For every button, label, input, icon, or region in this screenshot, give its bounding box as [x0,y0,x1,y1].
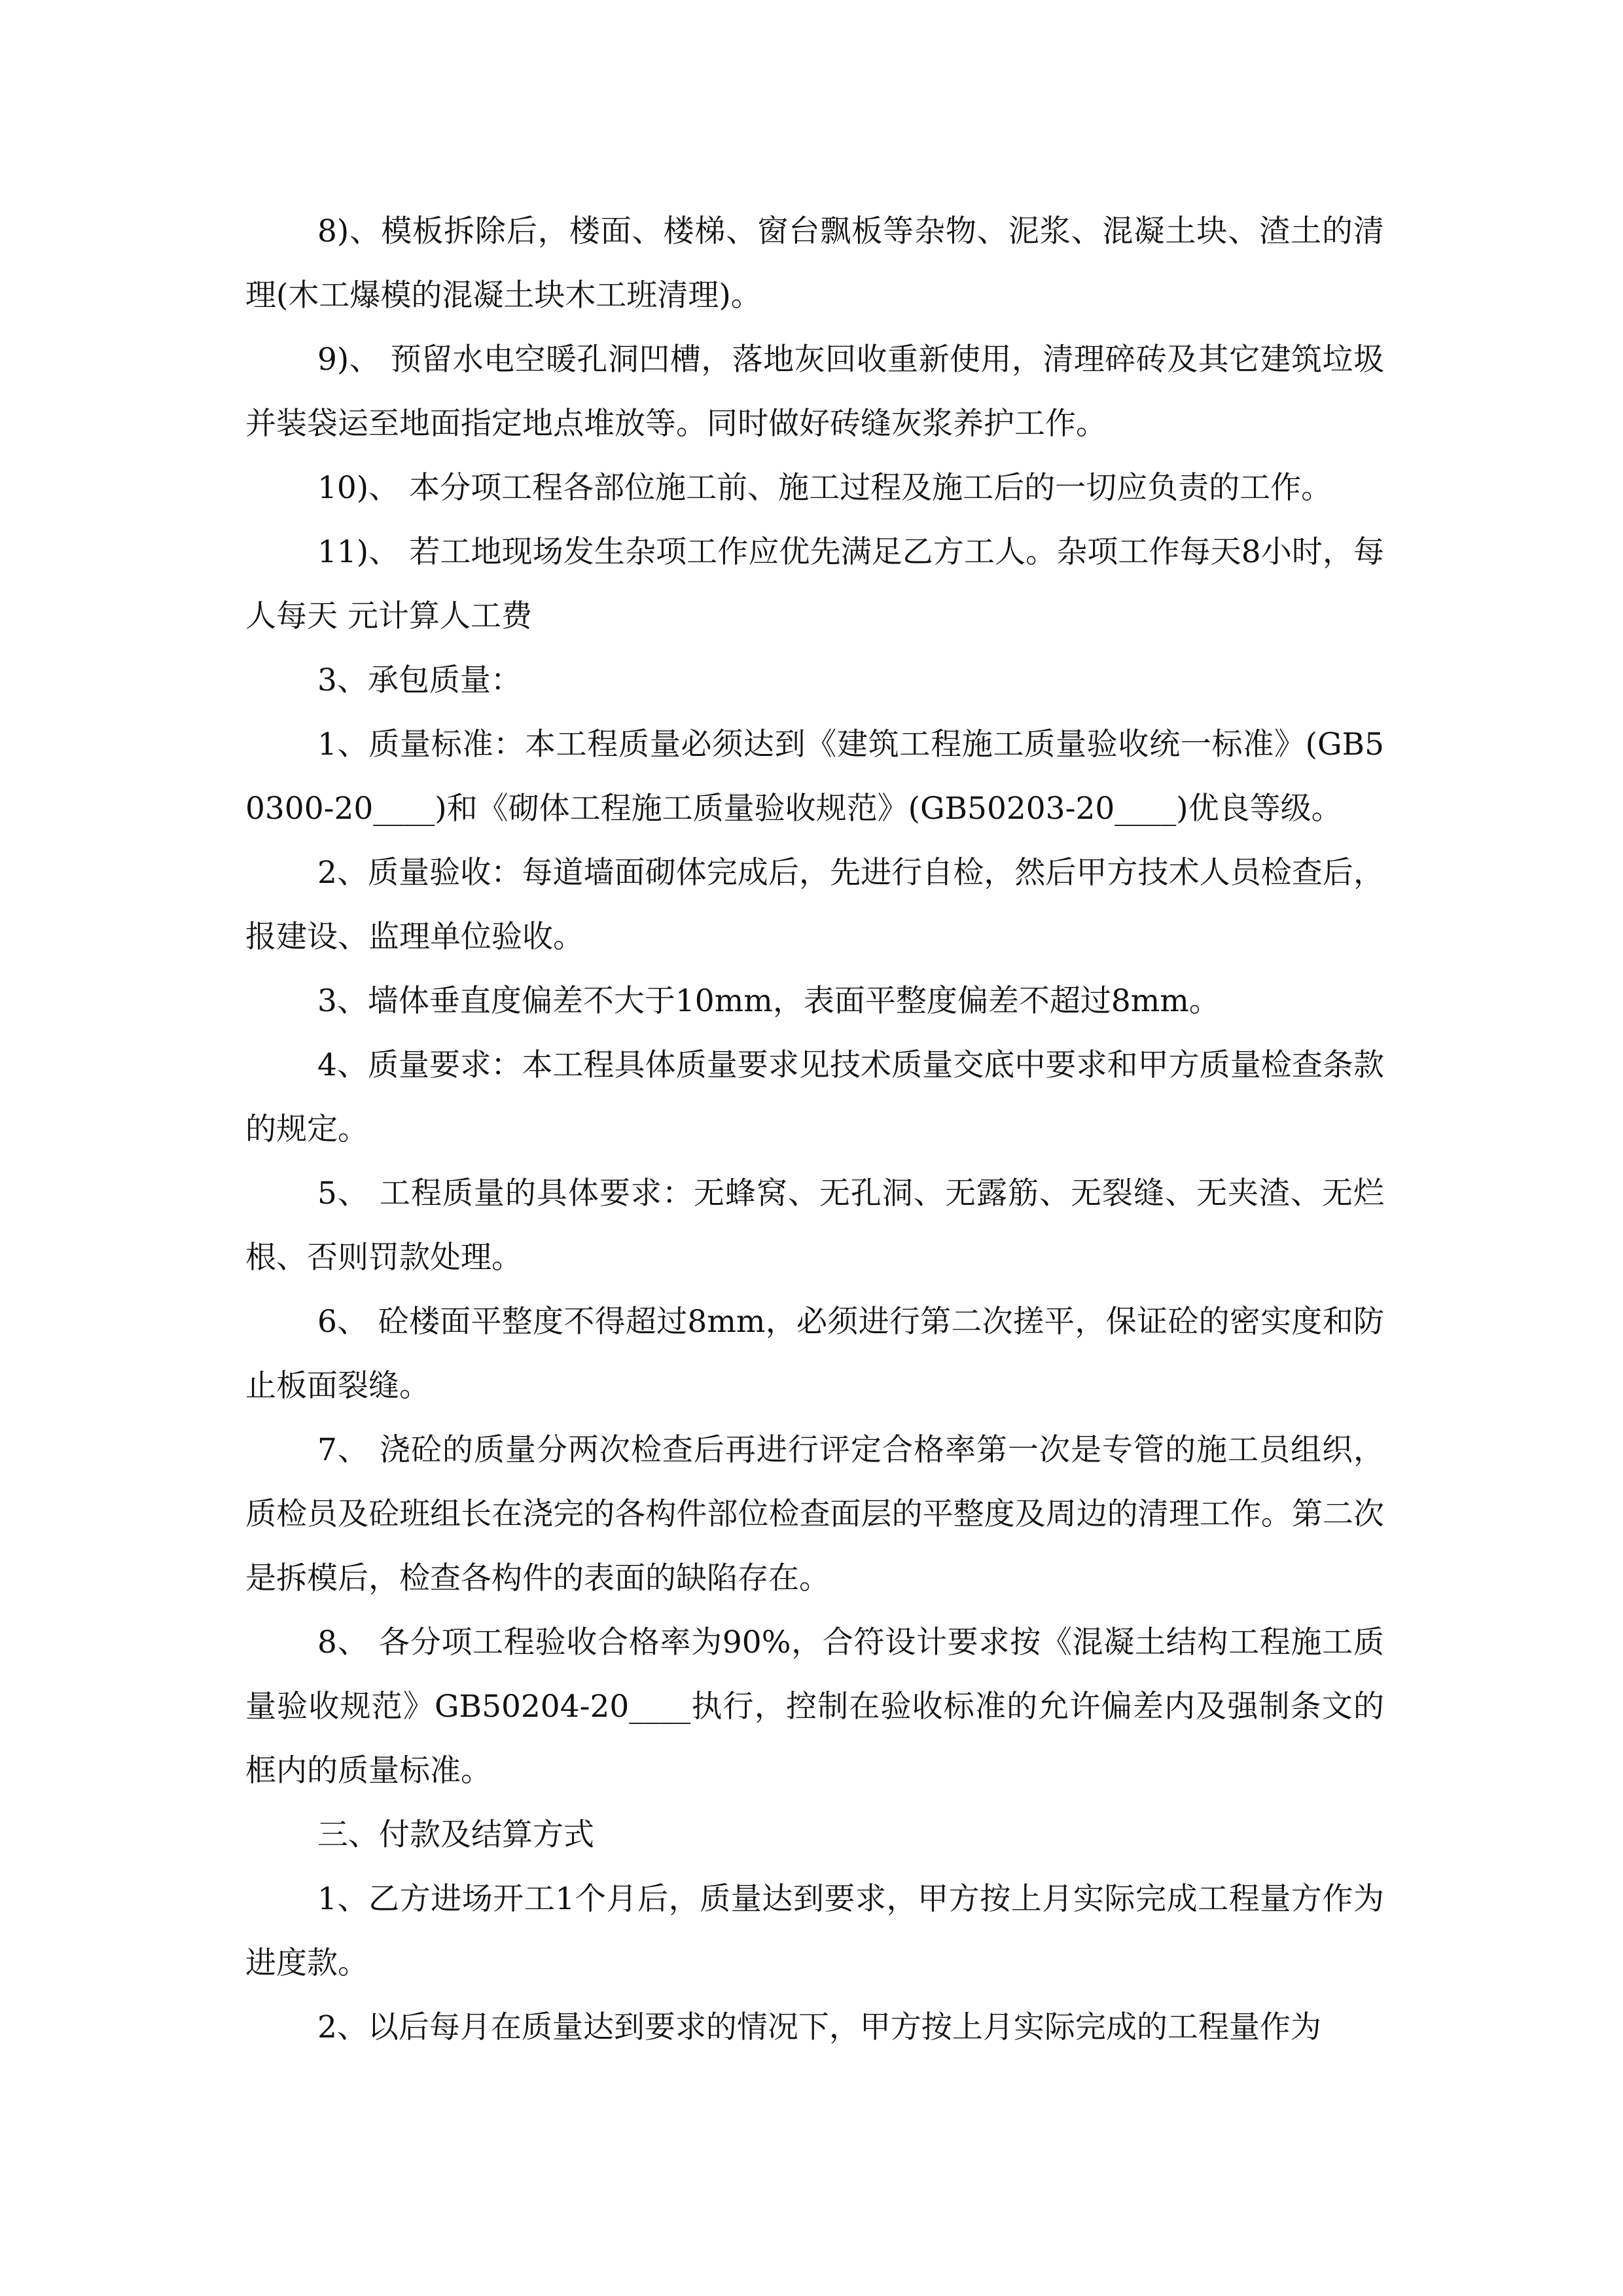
paragraph-concrete-inspection: 7、 浇砼的质量分两次检查后再进行评定合格率第一次是专管的施工员组织，质检员及砼班组长在浇完的各构件部位检查面层的平整度及周边的清理工作。第二次是拆模后，检查各构件的表面的缺陷存在。 [245,1432,1384,1596]
paragraph-floor-flatness: 6、 砼楼面平整度不得超过8mm，必须进行第二次搓平，保证砼的密实度和防止板面裂缝。 [245,1304,1384,1404]
paragraph-payment-first-month: 1、乙方进场开工1个月后，质量达到要求，甲方按上月实际完成工程量方作为进度款。 [245,1881,1384,1981]
paragraph-wall-deviation: 3、墙体垂直度偏差不大于10mm，表面平整度偏差不超过8mm。 [317,983,1220,1019]
paragraph-clean-up-formwork: 8)、模板拆除后，楼面、楼梯、窗台飘板等杂物、泥浆、混凝土块、渣土的清理(木工爆模的混凝土块木工班清理)。 [245,213,1384,314]
paragraph-quality-standard: 1、质量标准：本工程质量必须达到《建筑工程施工质量验收统一标准》(GB50300-20____)和《砌体工程施工质量验收规范》(GB50203-20____)优良等级。 [245,726,1384,827]
paragraph-quality-acceptance: 2、质量验收：每道墙面砌体完成后，先进行自检，然后甲方技术人员检查后，报建设、监理单位验收。 [245,855,1384,955]
paragraph-specific-requirements: 5、 工程质量的具体要求：无蜂窝、无孔洞、无露筋、无裂缝、无夹渣、无烂根、否则罚款处理。 [245,1175,1384,1276]
paragraph-misc-work: 11)、 若工地现场发生杂项工作应优先满足乙方工人。杂项工作每天8小时，每人每天 元计算人工费 [245,534,1384,634]
paragraph-reserved-holes: 9)、 预留水电空暖孔洞凹槽，落地灰回收重新使用，清理碎砖及其它建筑垃圾并装袋运至地面指定地点堆放等。同时做好砖缝灰浆养护工作。 [245,342,1384,442]
paragraph-acceptance-rate: 8、 各分项工程验收合格率为90%，合符设计要求按《混凝土结构工程施工质量验收规范》GB50204-20____执行，控制在验收标准的允许偏差内及强制条文的框内的质量标准。 [245,1624,1384,1789]
document-body [245,200,1384,2060]
paragraph-payment-monthly: 2、以后每月在质量达到要求的情况下，甲方按上月实际完成的工程量作为 [317,2009,1321,2045]
section-heading-quality: 3、承包质量： [317,662,522,698]
paragraph-responsibility: 10)、 本分项工程各部位施工前、施工过程及施工后的一切应负责的工作。 [317,470,1332,506]
paragraph-quality-requirements: 4、质量要求：本工程具体质量要求见技术质量交底中要求和甲方质量检查条款的规定。 [245,1047,1384,1147]
section-heading-payment: 三、付款及结算方式 [317,1817,594,1853]
